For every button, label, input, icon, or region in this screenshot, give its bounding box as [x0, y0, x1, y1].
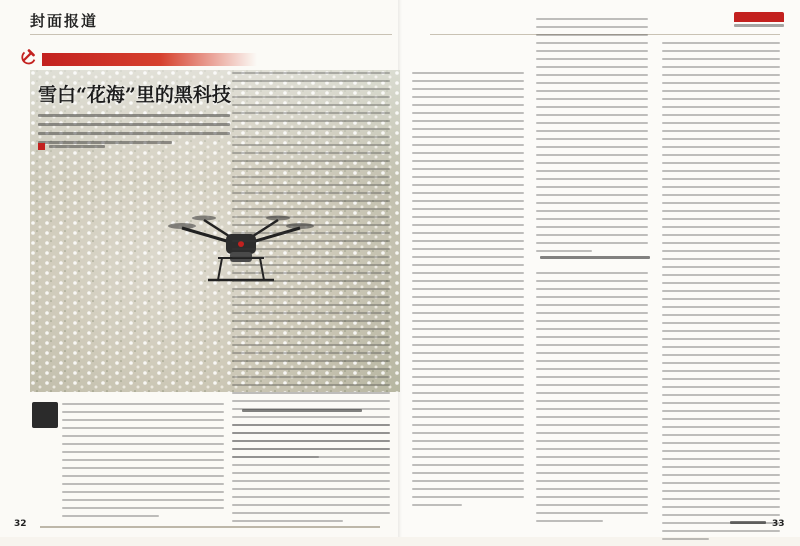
header-rule — [30, 34, 392, 35]
drop-cap — [32, 402, 58, 428]
page-number-right: 33 — [772, 519, 785, 529]
byline — [38, 143, 105, 150]
footer-mark — [730, 521, 766, 524]
byline-icon — [38, 143, 45, 150]
section-title: 封面报道 — [30, 12, 99, 30]
folio-bar-left — [40, 526, 380, 528]
left-column-3 — [232, 72, 390, 464]
headline: 雪白“花海”里的黑科技 — [38, 84, 231, 106]
page-number-left: 32 — [14, 519, 27, 529]
magazine-logo — [734, 12, 784, 32]
right-column-3 — [662, 42, 780, 546]
right-column-2b — [536, 272, 648, 528]
hammer-sickle-icon — [20, 47, 38, 65]
right-column-1 — [412, 72, 524, 512]
section-banner — [42, 53, 257, 66]
left-column-1 — [62, 403, 224, 523]
right-column-2 — [536, 18, 648, 258]
